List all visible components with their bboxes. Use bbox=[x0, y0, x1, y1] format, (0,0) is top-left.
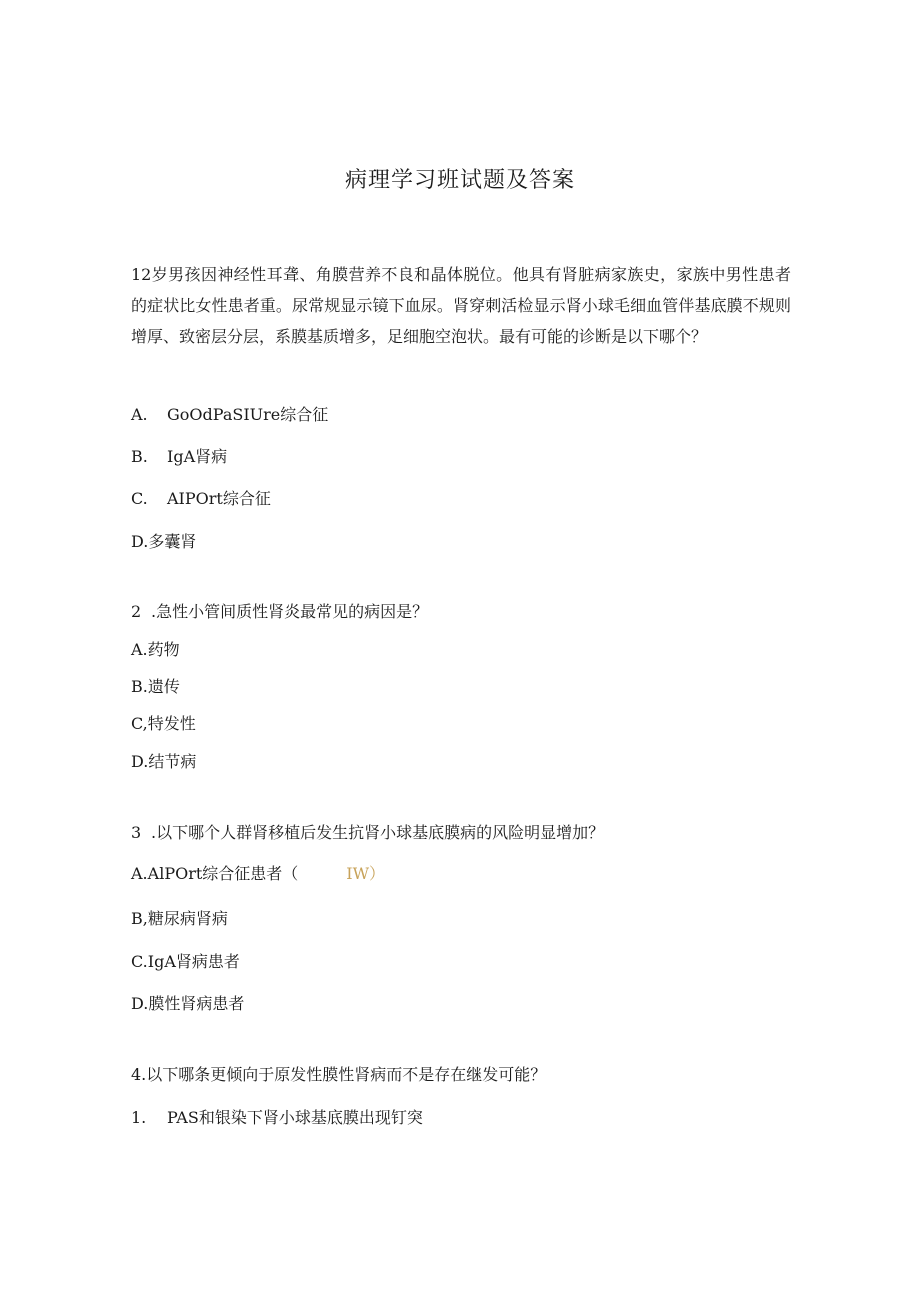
document-title: 病理学习班试题及答案 bbox=[344, 168, 575, 193]
question-text: .以下哪个人群肾移植后发生抗肾小球基底膜病的风险明显增加？ bbox=[151, 823, 605, 842]
question-text: .急性小管间质性肾炎最常见的病因是？ bbox=[151, 602, 429, 621]
question-1-option-c bbox=[131, 486, 271, 509]
question-1-option-d bbox=[131, 529, 196, 552]
question-1-option-a bbox=[131, 402, 328, 425]
question-1-option-b bbox=[131, 444, 227, 467]
question-2-stem bbox=[131, 599, 428, 622]
question-2-option-d: D.结节病 bbox=[131, 752, 197, 771]
question-2-option-c: C,特发性 bbox=[131, 714, 196, 733]
option-text: IgA肾病 bbox=[167, 447, 228, 466]
option-text: A.AlPOrt综合征患者（ bbox=[131, 864, 299, 883]
option-text: D.多囊肾 bbox=[131, 532, 197, 551]
option-text: GoOdPaSIUre综合征 bbox=[167, 405, 329, 424]
question-2-option-b: B.遗传 bbox=[131, 677, 180, 696]
question-3-option-c: C.IgA肾病患者 bbox=[131, 952, 240, 971]
option-label: B. bbox=[131, 447, 148, 466]
question-4-item-1 bbox=[131, 1105, 423, 1128]
item-text: PAS和银染下肾小球基底膜出现钉突 bbox=[167, 1108, 423, 1127]
option-label: A. bbox=[131, 405, 148, 424]
question-number: 2 bbox=[131, 602, 142, 621]
question-1-stem: 12岁男孩因神经性耳聋、角膜营养不良和晶体脱位。他具有肾脏病家族史，家族中男性患者的症状比女性患者重。尿常规显示镜下血尿。肾穿刺活检显示肾小球毛细血管伴基底膜不规则增厚、致密层分层，系膜基质增多，足细胞空泡状。最有可能的诊断是以下哪个？ bbox=[131, 265, 791, 346]
question-2-option-a: A.药物 bbox=[131, 640, 180, 659]
question-3-option-a bbox=[131, 861, 385, 884]
question-3-stem bbox=[131, 820, 604, 843]
question-number: 3 bbox=[131, 823, 142, 842]
question-3-option-b: B,糖尿病肾病 bbox=[131, 909, 228, 928]
option-text: AIPOrt综合征 bbox=[167, 489, 271, 508]
faded-stamp-text: IW） bbox=[346, 864, 386, 883]
question-3-option-d: D.膜性肾病患者 bbox=[131, 994, 245, 1013]
item-label: 1. bbox=[131, 1108, 147, 1127]
option-label: C. bbox=[131, 489, 148, 508]
question-4-stem: 4.以下哪条更倾向于原发性膜性肾病而不是存在继发可能？ bbox=[131, 1065, 547, 1084]
